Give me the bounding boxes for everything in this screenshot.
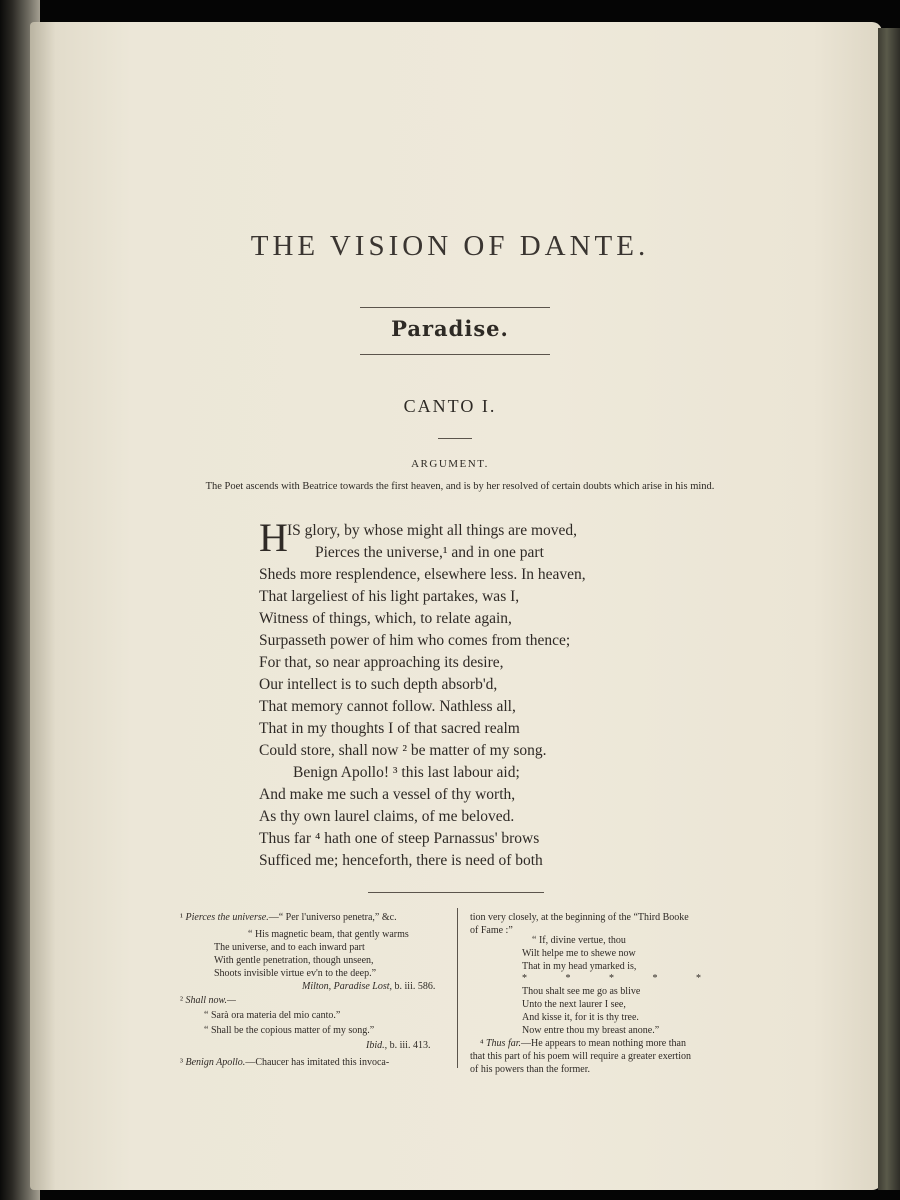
footnote-1: [180, 912, 397, 924]
footnote-quote-line: “ Sarà ora materia del mio canto.”: [204, 1010, 341, 1021]
canto-heading: CANTO I.: [403, 396, 497, 416]
footnote-text-line: of his powers than the former.: [470, 1064, 590, 1075]
section-heading: Paradise.: [391, 316, 509, 341]
poem-line: Could store, shall now ² be matter of my song.: [259, 742, 547, 759]
footnote-quote-line: Unto the next laurer I see,: [522, 999, 626, 1010]
footnote-quote-line: And kisse it, for it is thy tree.: [522, 1012, 639, 1023]
footnote-term: Thus far.: [486, 1038, 522, 1049]
footnote-text: —He appears to mean nothing more than: [521, 1038, 686, 1049]
footnote-text: —“ Per l'universo penetra,” &c.: [268, 912, 397, 923]
footnote-quote-line: “ Shall be the copious matter of my song.”: [204, 1025, 375, 1036]
drop-cap: H: [259, 515, 288, 560]
footnote-quote-line: Wilt helpe me to shewe now: [522, 948, 636, 959]
footnote-mark: ¹: [180, 912, 183, 923]
section-rule-bottom: [360, 354, 550, 355]
argument-text: The Poet ascends with Beatrice towards the first heaven, and is by her resolved of certain doubts which arise in his mind.: [205, 481, 715, 492]
footnote-column-divider: [457, 908, 458, 1068]
footnote-4: [480, 1038, 686, 1050]
poem-line: And make me such a vessel of thy worth,: [259, 786, 516, 803]
section-rule-top: [360, 307, 550, 308]
footnote-text: —Chaucer has imitated this invoca-: [245, 1057, 390, 1068]
citation-source: Ibid.,: [366, 1040, 388, 1051]
poem-line: That memory cannot follow. Nathless all,: [259, 698, 516, 715]
poem-line: Sheds more resplendence, elsewhere less. In heaven,: [259, 566, 586, 583]
footnote-text-line: tion very closely, at the beginning of the “Third Booke: [470, 912, 689, 923]
footnote-term: Pierces the universe.: [185, 912, 269, 923]
poem-line: IS glory, by whose might all things are moved,: [287, 522, 578, 539]
footnote-quote-line: With gentle penetration, though unseen,: [214, 955, 374, 966]
poem-line: Pierces the universe,¹ and in one part: [315, 544, 544, 561]
footnote-quote-line: Now entre thou my breast anone.”: [522, 1025, 660, 1036]
poem-line: Witness of things, which, to relate again,: [259, 610, 512, 627]
argument-heading: ARGUMENT.: [411, 458, 489, 470]
citation-ref: b. iii. 586.: [392, 981, 436, 992]
footnote-ellipsis-stars: * * * * *: [522, 973, 719, 984]
poem-line: Sufficed me; henceforth, there is need of both: [259, 852, 543, 869]
footnote-term: Shall now.—: [185, 995, 236, 1006]
footnote-term: Benign Apollo.: [185, 1057, 246, 1068]
canto-rule: [438, 438, 472, 439]
footnote-quote-line: The universe, and to each inward part: [214, 942, 365, 953]
footnote-citation: [366, 1040, 430, 1052]
footnote-quote-line: “ His magnetic beam, that gently warms: [248, 929, 409, 940]
footnote-mark: ²: [180, 995, 183, 1006]
book-page: [30, 22, 882, 1190]
footnote-3: [180, 1057, 389, 1069]
footnote-text-line: of Fame :”: [470, 925, 513, 936]
footnote-quote-line: “ If, divine vertue, thou: [532, 935, 626, 946]
poem-line: That largeliest of his light partakes, was I,: [259, 588, 520, 605]
footnote-mark: ³: [180, 1057, 183, 1068]
footnote-quote-line: Shoots invisible virtue ev'n to the deep.”: [214, 968, 377, 979]
citation-source: Milton, Paradise Lost,: [302, 981, 393, 992]
poem-line: That in my thoughts I of that sacred realm: [259, 720, 520, 737]
poem-line: For that, so near approaching its desire,: [259, 654, 504, 671]
poem-line: As thy own laurel claims, of me beloved.: [259, 808, 515, 825]
footnote-quote-line: Thou shalt see me go as blive: [522, 986, 641, 997]
book-cover-edge: [878, 28, 900, 1190]
page-title: THE VISION OF DANTE.: [250, 230, 650, 262]
footnote-mark: ⁴: [480, 1038, 484, 1049]
poem-line: Thus far ⁴ hath one of steep Parnassus' brows: [259, 830, 540, 847]
footnote-rule: [368, 892, 544, 893]
footnote-2: [180, 995, 236, 1007]
footnote-citation: [302, 981, 435, 993]
poem-line: Benign Apollo! ³ this last labour aid;: [293, 764, 520, 781]
footnote-text-line: that this part of his poem will require a greater exertion: [470, 1051, 692, 1062]
poem-line: Our intellect is to such depth absorb'd,: [259, 676, 498, 693]
footnote-quote-line: That in my head ymarked is,: [522, 961, 637, 972]
poem-line: Surpasseth power of him who comes from thence;: [259, 632, 571, 649]
citation-ref: b. iii. 413.: [387, 1040, 431, 1051]
